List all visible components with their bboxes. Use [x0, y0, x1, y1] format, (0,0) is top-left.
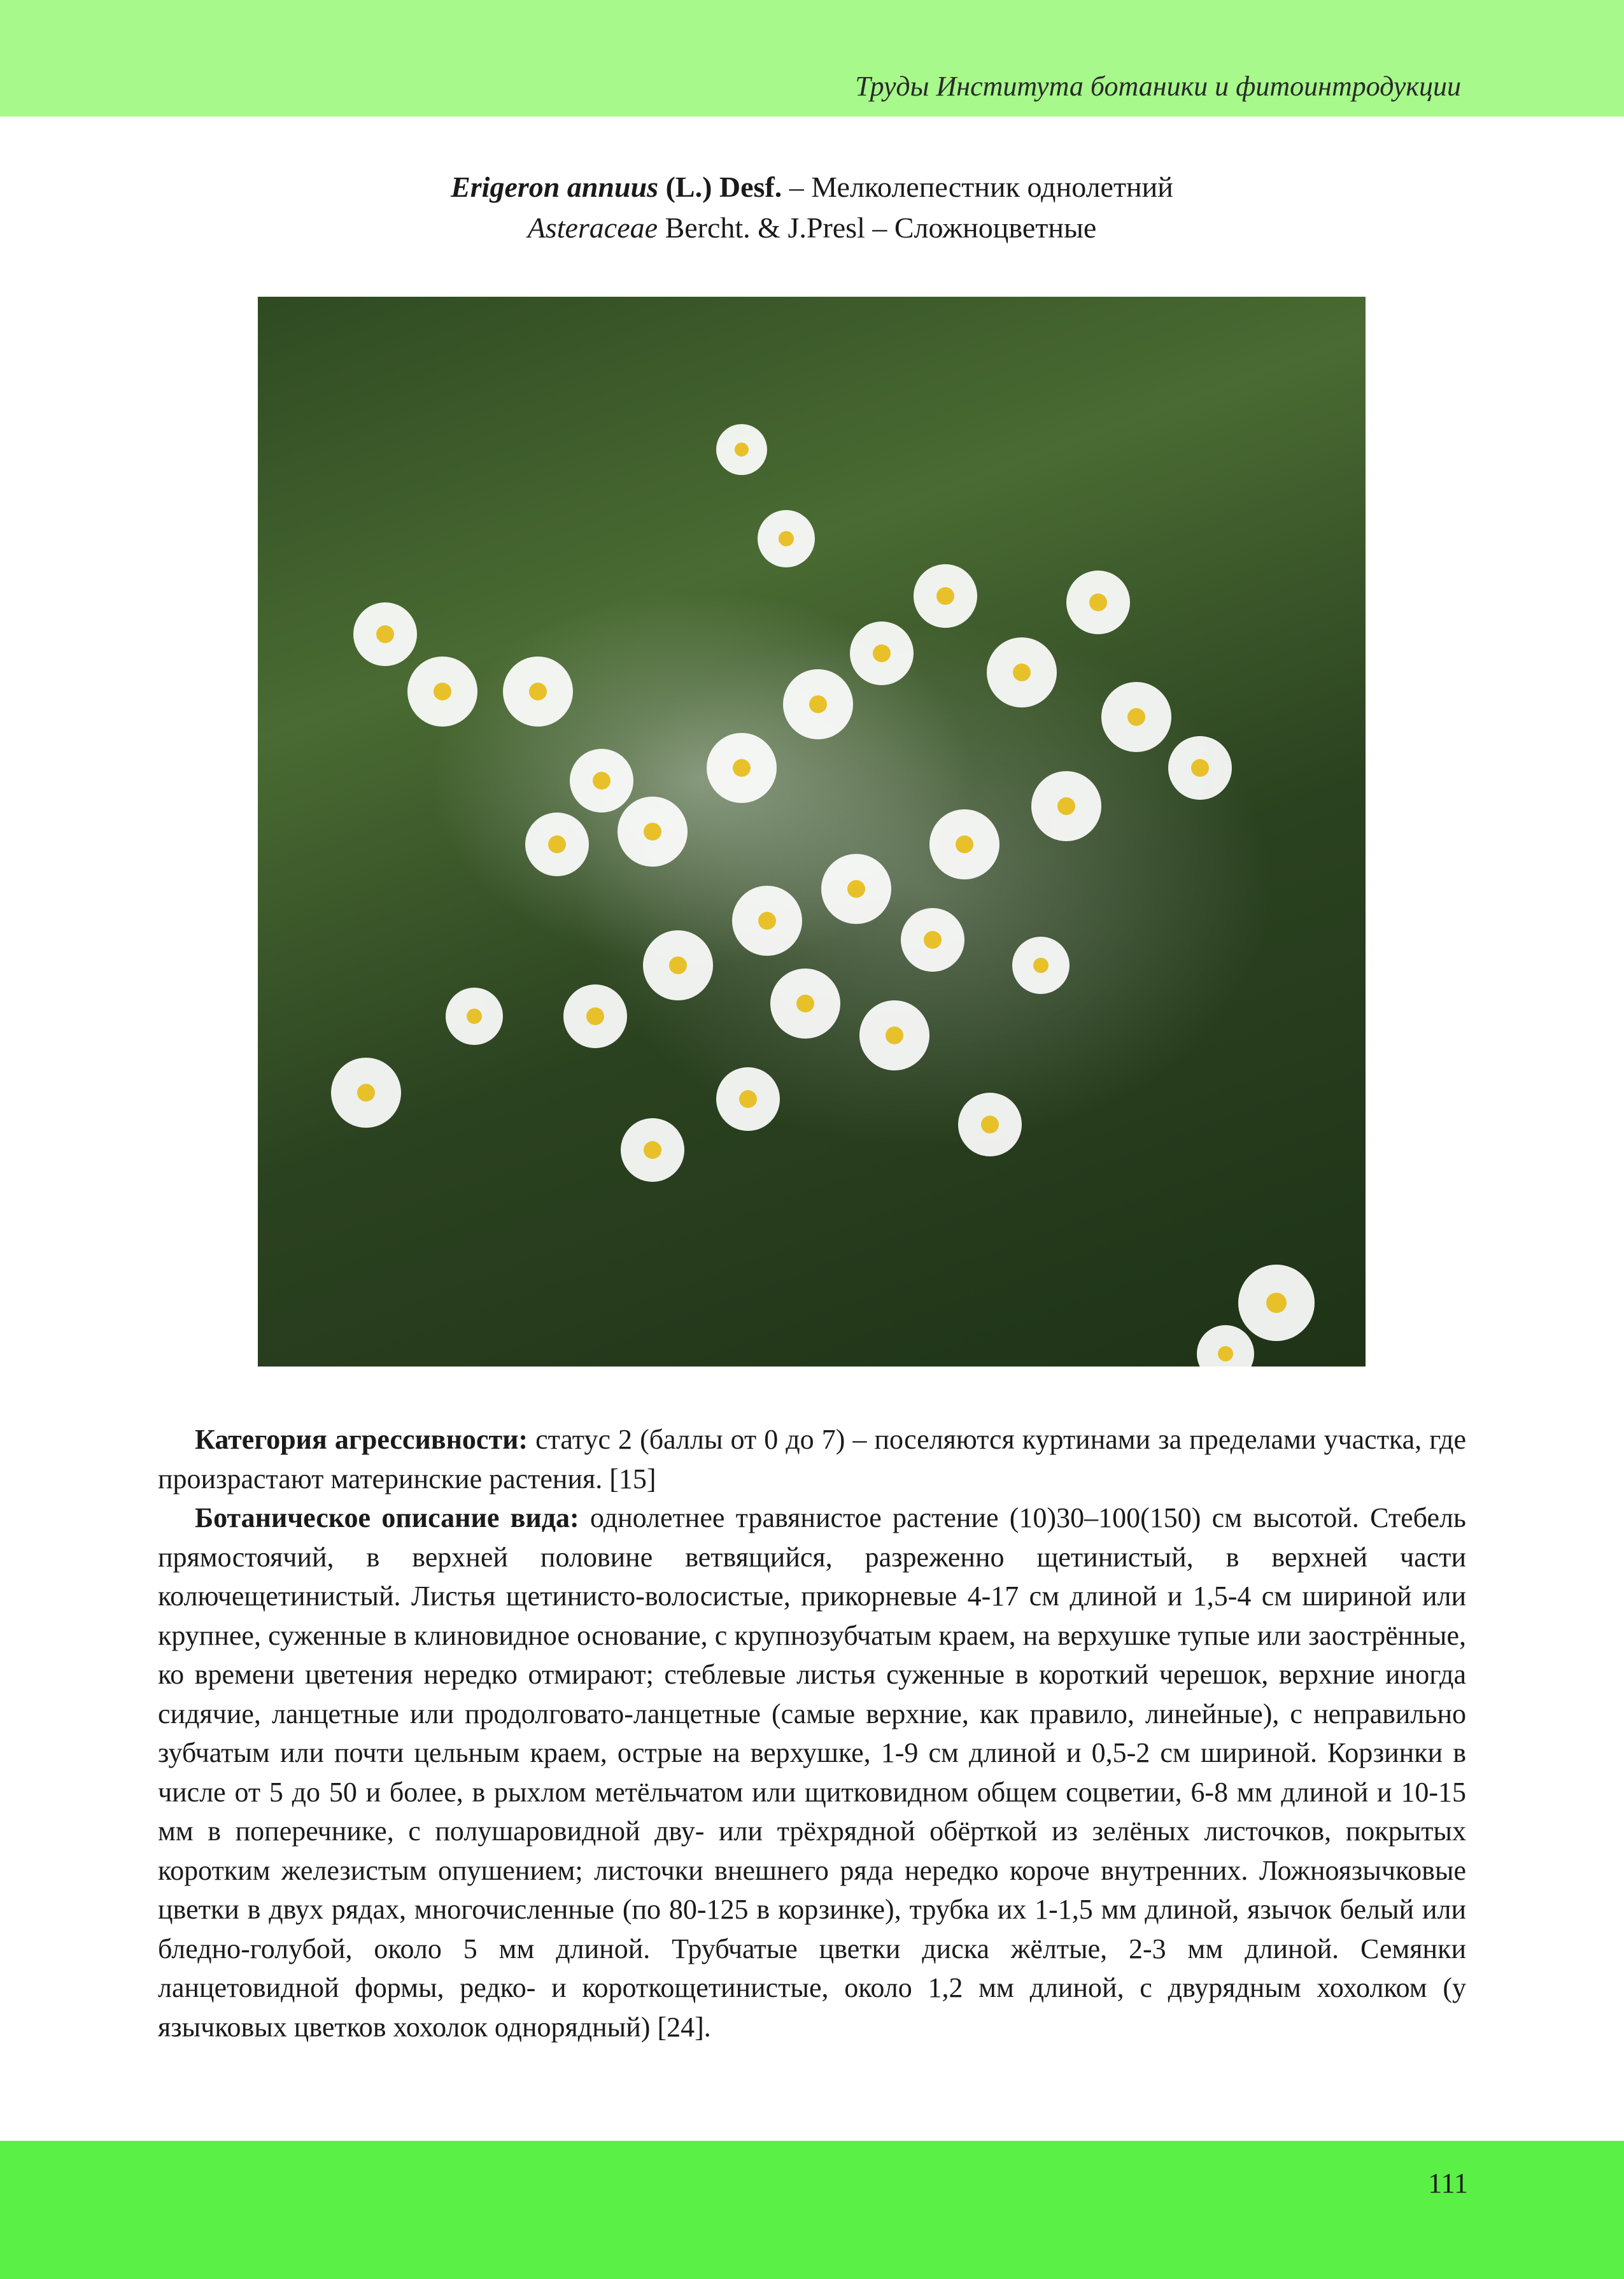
- species-heading: [0, 167, 1624, 248]
- botanical-description-label: Ботаническое описание вида:: [195, 1502, 579, 1533]
- species-common-name: – Мелколепестник однолетний: [782, 171, 1173, 203]
- family-common-name: Bercht. & J.Presl – Сложноцветные: [658, 211, 1097, 244]
- aggressiveness-paragraph: [158, 1420, 1466, 1498]
- plant-photo-image: [258, 297, 1366, 1367]
- species-name-line: [0, 167, 1624, 208]
- article-body: [158, 1420, 1466, 2047]
- species-author: (L.) Desf.: [665, 171, 782, 203]
- aggressiveness-label: Категория агрессивности:: [195, 1424, 528, 1455]
- header-band: [0, 0, 1624, 117]
- aggressiveness-text: статус 2 (баллы от 0 до 7) – поселяются куртинами за пределами участка, где произрастают материнские растения. [15]: [158, 1424, 1466, 1494]
- family-name-line: [0, 208, 1624, 248]
- family-latin-name: Asteraceae: [527, 211, 658, 244]
- flower-illustration: [258, 297, 1366, 1367]
- botanical-description-paragraph: [158, 1498, 1466, 2047]
- page-number: 111: [1428, 2168, 1468, 2199]
- species-latin-name: Erigeron annuus: [451, 171, 659, 203]
- journal-title: Труды Института ботаники и фитоинтродукции: [855, 71, 1461, 102]
- footer-band: [0, 2141, 1624, 2279]
- botanical-description-text: однолетнее травянистое растение (10)30–100(150) см высотой. Стебель прямостоячий, в верхней половине ветвящийся, разреженно щетинистый, в верхней части колючещетинистый. Листья щетинисто-волосистые, прикорневые 4-17 см длиной и 1,5-4 см шириной или крупнее, суженные в клиновидное основание, с крупнозубчатым краем, на верхушке тупые или заострённые, ко времени цветения нередко отмирают; стеблевые листья суженные в короткий черешок, верхние иногда сидячие, ланцетные или продолговато-ланцетные (самые верхние, как правило, линейные), с неправильно зубчатым или почти цельным краем, острые на верхушке, 1-9 см длиной и 0,5-2 см шириной. Корзинки в числе от 5 до 50 и более, в рыхлом метёльчатом или щитковидном общем соцветии, 6-8 мм длиной и 10-15 мм в поперечнике, с полушаровидной дву- или трёхрядной обёрткой из зелёных листочков, покрытых коротким железистым опушением; листочки внешнего ряда нередко короче внутренних. Ложноязычковые цветки в двух рядах, многочисленные (по 80-125 в корзинке), трубка их 1-1,5 мм длиной, язычок белый или бледно-голубой, около 5 мм длиной. Трубчатые цветки диска жёлтые, 2-3 мм длиной. Семянки ланцетовидной формы, редко- и короткощетинистые, около 1,2 мм длиной, с двурядным хохолком (у язычковых цветков хохолок однорядный) [24].: [158, 1502, 1466, 2043]
